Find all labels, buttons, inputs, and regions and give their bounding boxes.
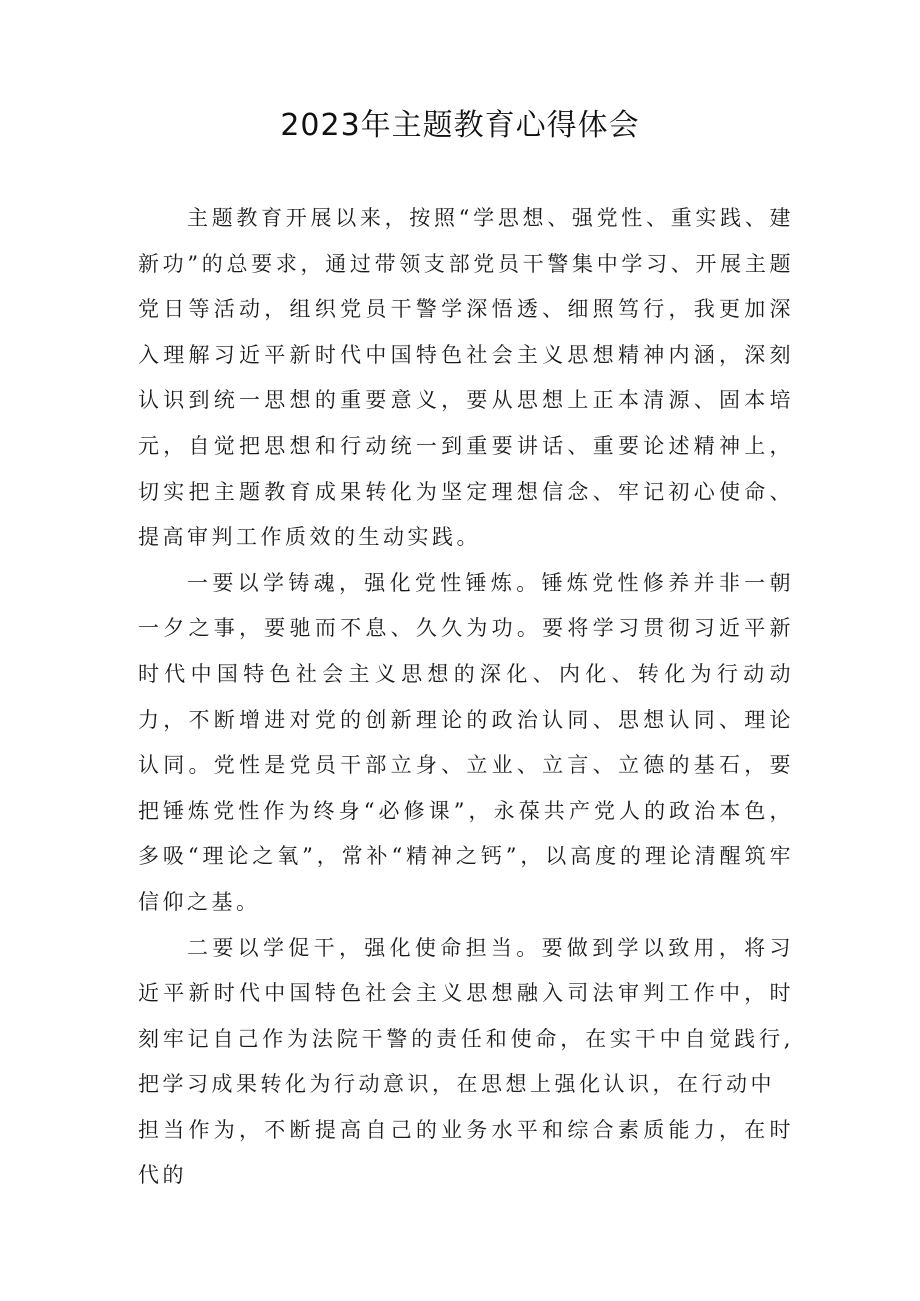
document-title: 2023年主题教育心得体会 — [280, 108, 640, 143]
paragraph-intro: 主题教育开展以来，按照“学思想、强党性、重实践、建新功”的总要求，通过带领支部党员干警集中学习、开展主题党日等活动，组织党员干警学深悟透、细照笃行，我更加深入理解习近平新时代中国特色社会主义思想精神内涵，深刻认识到统一思想的重要意义，要从思想上正本清源、固本培元，自觉把思想和行动统一到重要讲话、重要论述精神上，切实把主题教育成果转化为坚定理想信念、牢记初心使命、提高审判工作质效的生动实践。 — [138, 206, 794, 550]
document-body — [138, 196, 794, 1199]
paragraph-point-one: 一要以学铸魂，强化党性锤炼。锤炼党性修养并非一朝一夕之事，要驰而不息、久久为功。要将学习贯彻习近平新时代中国特色社会主义思想的深化、内化、转化为行动动力，不断增进对党的创新理论的政治认同、思想认同、理论认同。党性是党员干部立身、立业、立言、立德的基石，要把锤炼党性作为终身“必修课”，永葆共产党人的政治本色，多吸“理论之氧”，常补“精神之钙”，以高度的理论清醒筑牢信仰之基。 — [138, 570, 794, 914]
paragraph-continuation: 担当作为，不断提高自己的业务水平和综合素质能力，在时代的 — [138, 1117, 794, 1188]
paragraph-point-two: 二要以学促干，强化使命担当。要做到学以致用，将习近平新时代中国特色社会主义思想融入司法审判工作中，时刻牢记自己作为法院干警的责任和使命，在实干中自觉践行,把学习成果转化为行动意识，在思想上强化认识，在行动中 — [138, 935, 794, 1097]
